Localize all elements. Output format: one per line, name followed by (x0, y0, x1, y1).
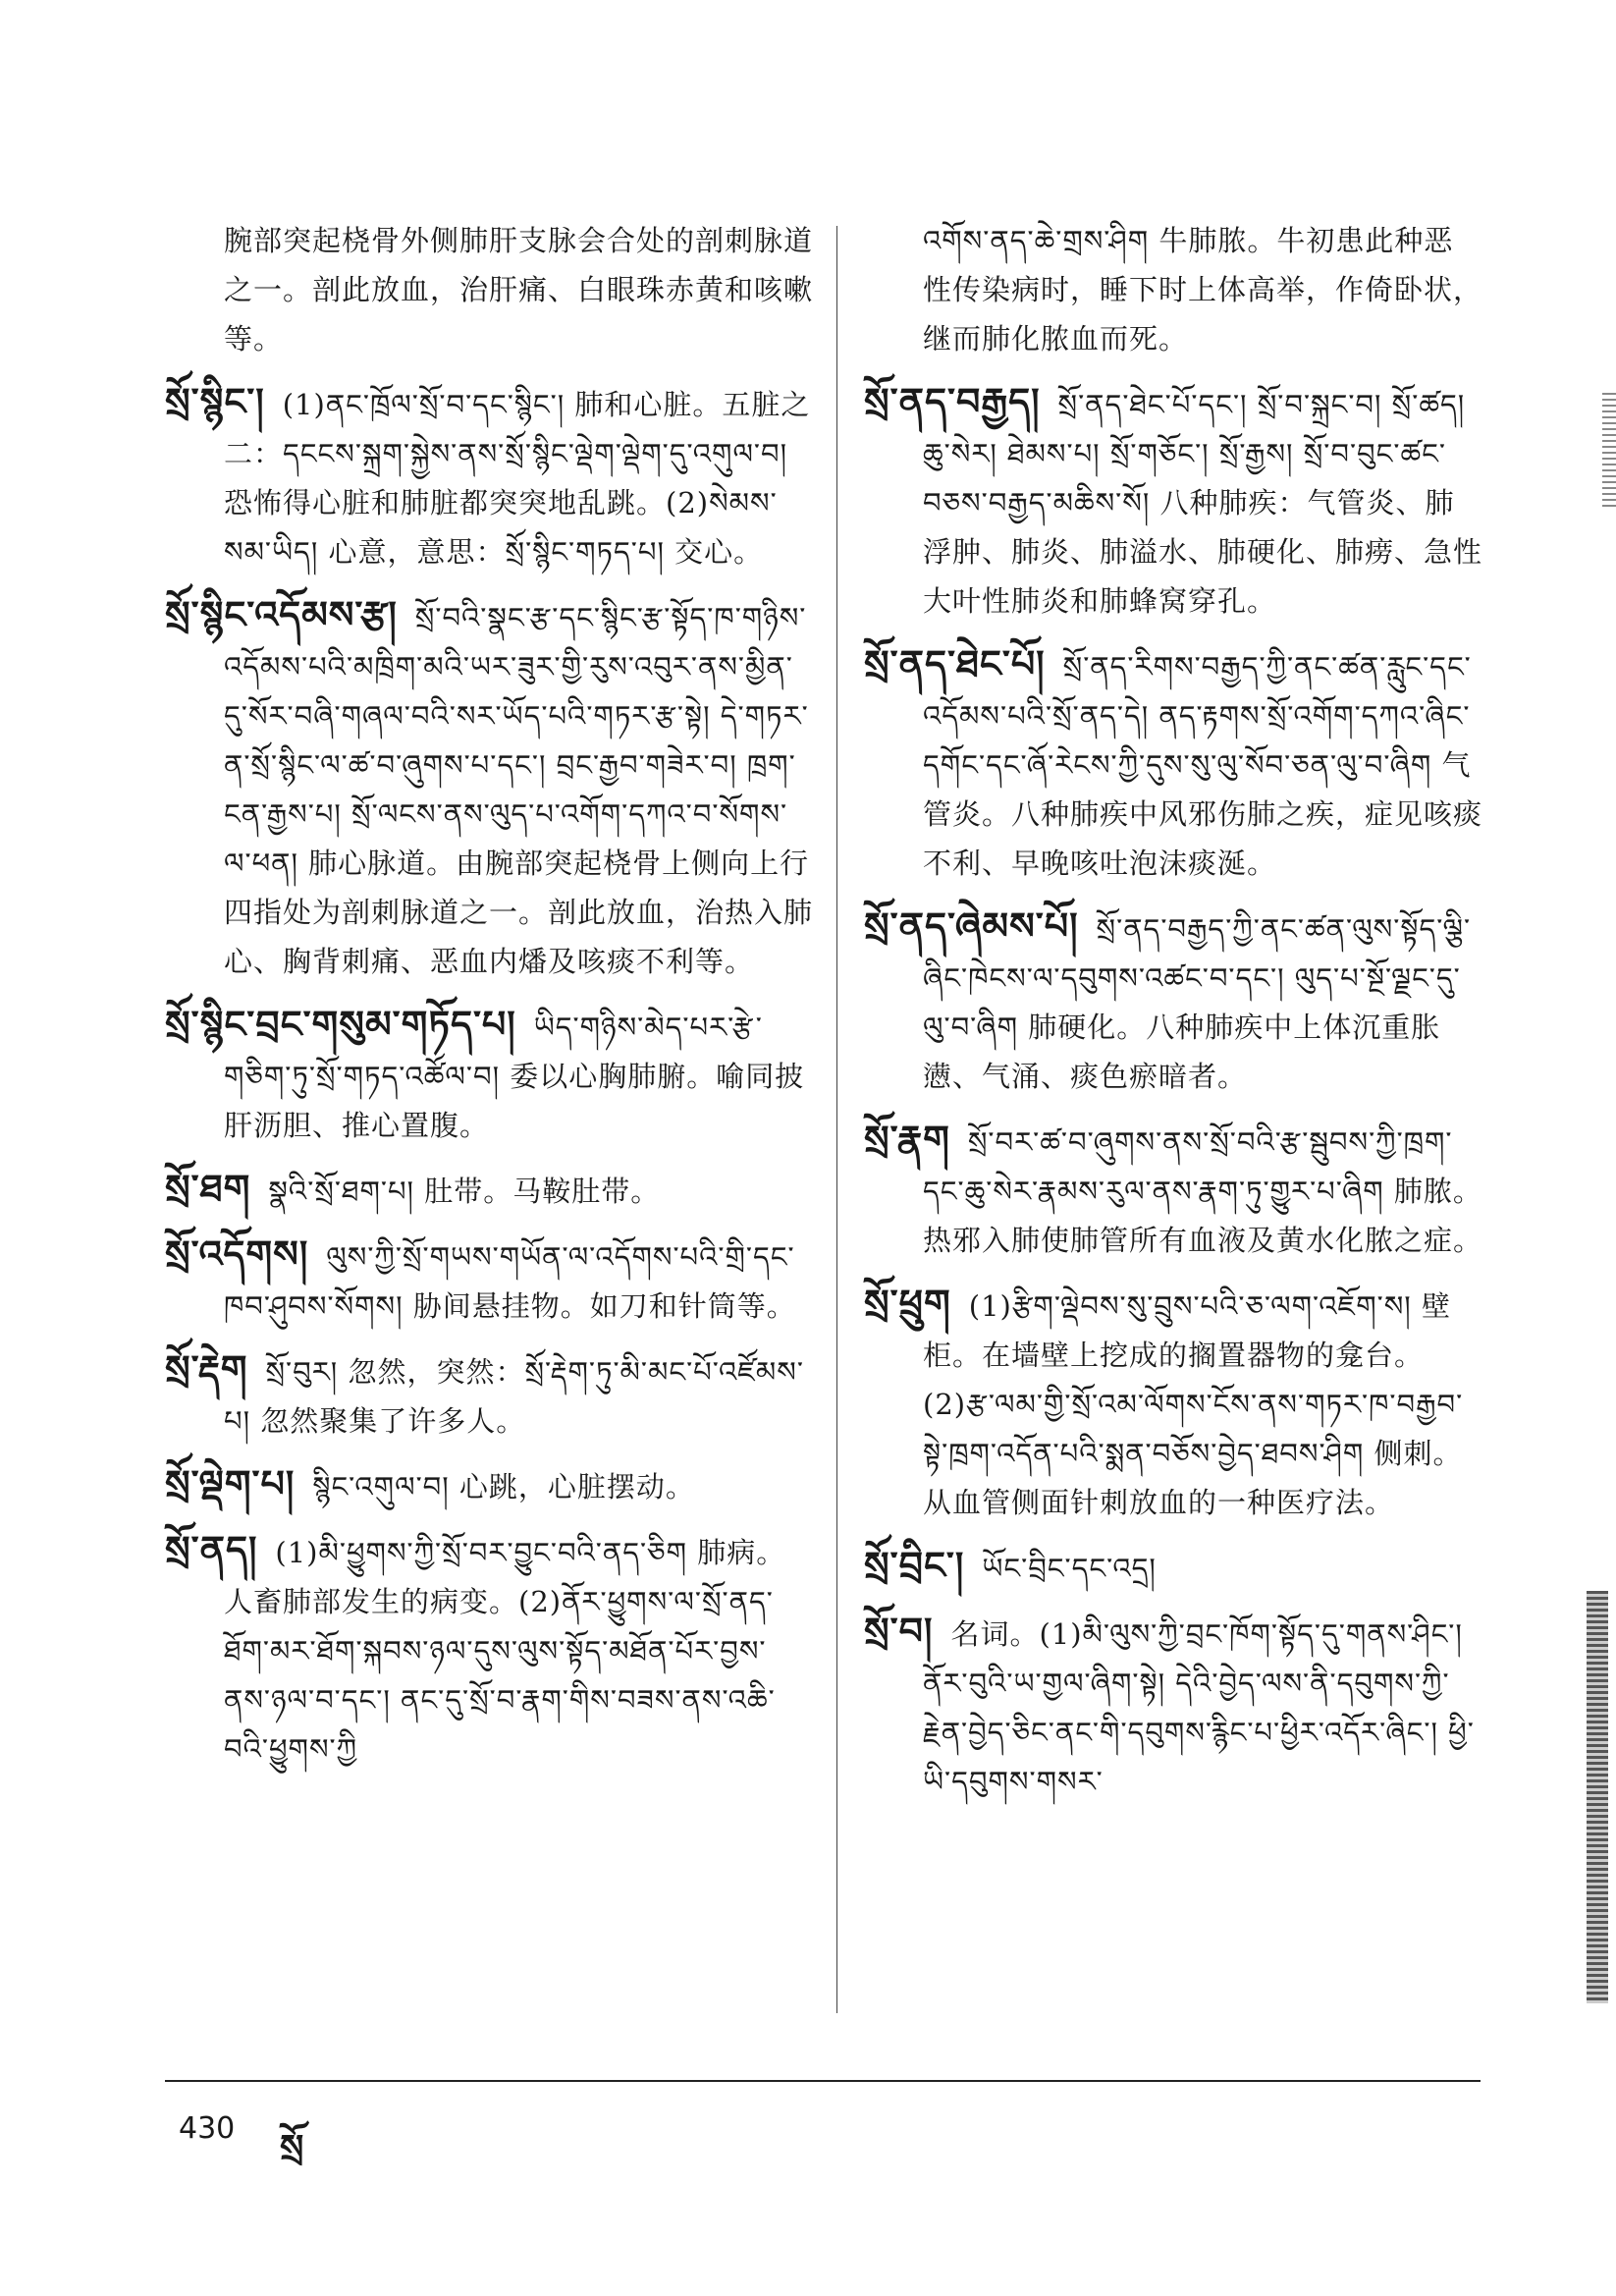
entry-definition: སྲོ་བའི་སྣང་རྩ་དང་སྙིང་རྩ་སྟོད་ཁ་གཉིས་འདོམས་པའི་མཁྲིག་མའི་ཡར་ཟུར་གྱི་རུས་འབུར་ནས་མྱིན་དུ་སོར་བཞི་གཞལ་བའི་སར་ཡོད་པའི་གཏར་རྩ་སྟེ། དེ་གཏར་ན་སྲོ་སྙིང་ལ་ཚ་བ་ཞུགས་པ་དང་། བྲང་རྒྱབ་གཟེར་བ། ཁྲག་ངན་རྒྱས་པ། སྲོ་ལངས་ནས་ལུད་པ་འགོག་དཀའ་བ་སོགས་ལ་ཕན། 肺心脉道。由腕部突起桡骨上侧向上行四指处为剖刺脉道之一。剖此放血，治热入肺心、胸背刺痛、恶血内燔及咳痰不利等。 (224, 601, 814, 978)
entry-headword: སྲོ་ཕྲུག (864, 1281, 951, 1325)
entry-headword: སྲོ་སྙིང་བྲང་གསུམ་གཏོད་པ། (165, 1002, 516, 1046)
entry-definition: སྲོ་ནད་བརྒྱད་ཀྱི་ནང་ཚན་ལུས་སྟོད་ལྕི་ཞིང་ཁེངས་ལ་དབུགས་འཚང་བ་དང་། ལུད་པ་སྔོ་ལྗང་དུ་ལུ་བ་ཞིག 肺硬化。八种肺疾中上体沉重胀懑、气涌、痰色瘀暗者。 (923, 912, 1472, 1093)
dictionary-entry (165, 1344, 813, 1446)
left-column (165, 216, 813, 1787)
entry-definition: འགོས་ནད་ཆེ་གྲས་ཤིག 牛肺脓。牛初患此种恶性传染病时，睡下时上体高举，作倚卧状，继而肺化脓血而死。 (923, 224, 1483, 355)
dictionary-entry (864, 1541, 1482, 1593)
entry-headword: སྲོ་ལྡེག་པ། (165, 1461, 296, 1505)
entry-headword: སྲོ་རྡེག (165, 1346, 248, 1391)
dictionary-entry (864, 1279, 1482, 1527)
entry-definition: 腕部突起桡骨外侧肺肝支脉会合处的剖刺脉道之一。剖此放血，治肝痛、白眼珠赤黄和咳嗽等。 (224, 224, 814, 355)
entry-definition: ཡོང་བྲིང་དང་འདྲ། (982, 1552, 1157, 1585)
dictionary-entry (165, 216, 813, 363)
entry-definition: (1)ནང་ཁྲོལ་སྲོ་བ་དང་སྙིང་། 肺和心脏。五脏之二：དངངས་སྐྲག་སྐྱེས་ནས་སྲོ་སྙིང་ལྡེག་ལྡེག་དུ་འགུལ་བ། 恐怖得心脏和肺脏都突突地乱跳。(2)སེམས་སམ་ཡིད། 心意，意思：སྲོ་སྙིང་གཏད་པ། 交心。 (224, 388, 811, 569)
dictionary-entry (864, 377, 1482, 626)
dictionary-entry (165, 1164, 813, 1216)
entry-headword: སྲོ་ནད་བརྒྱད། (864, 379, 1041, 423)
dictionary-entry (864, 1607, 1482, 1806)
dictionary-entry (165, 1230, 813, 1331)
entry-headword: སྲོ་ཐག (165, 1166, 251, 1210)
entry-definition: (1)རྩིག་ལྡེབས་སུ་བྲུས་པའི་ཅ་ལག་འཇོག་ས། 壁柜。在墙壁上挖成的搁置器物的龛台。(2)རྩ་ལམ་གྱི་སྲོ་འམ་ལོགས་ངོས་ནས་གཏར་ཁ་བརྒྱབ་སྟེ་ཁྲག་འདོན་པའི་སྨན་བཅོས་བྱེད་ཐབས་ཤིག 侧刺。从血管侧面针刺放血的一种医疗法。 (923, 1289, 1464, 1519)
entry-headword: སྲོ་ནད་ཐེང་པོ། (864, 641, 1046, 685)
entry-definition: ཡིད་གཉིས་མེད་པར་རྩེ་གཅིག་ཏུ་སྲོ་གཏད་འཚོལ་བ། 委以心胸肺腑。喻同披肝沥胆、推心置腹。 (224, 1011, 805, 1142)
dictionary-entry (864, 1115, 1482, 1265)
entry-definition: (1)མི་ཕྱུགས་ཀྱི་སྲོ་བར་བྱུང་བའི་ནད་ཅིག 肺病。人畜肺部发生的病变。(2)ནོར་ཕྱུགས་ལ་སྲོ་ནད་ཐོག་མར་ཐོག་སྐབས་ཉལ་དུས་ལུས་སྟོད་མཐོན་པོར་བྱས་ནས་ཉལ་བ་དང་། ནང་དུ་སྲོ་བ་རྣག་གིས་བཟས་ནས་འཆི་བའི་ཕྱུགས་ཀྱི (224, 1536, 786, 1766)
entry-headword: སྲོ་སྙིང་འདོམས་རྩ། (165, 592, 398, 636)
entry-headword: སྲོ་ནད་ཞེམས་པོ། (864, 903, 1079, 948)
entry-definition: སྲོ་ནད་ཐེང་པོ་དང་། སྲོ་བ་སྐྲང་བ། སྲོ་ཚད། ཆུ་སེར། ཐེམས་པ། སྲོ་གཅོང་། སྲོ་རྒྱས། སྲོ་བ་བུང་ཚང་བཅས་བརྒྱད་མཆིས་སོ། 八种肺疾：气管炎、肺浮肿、肺炎、肺溢水、肺硬化、肺痨、急性大叶性肺炎和肺蜂窝穿孔。 (923, 388, 1483, 618)
entry-definition: སྲོ་ནད་རིགས་བརྒྱད་ཀྱི་ནང་ཚན་རླུང་དང་འདོམས་པའི་སྲོ་ནད་དེ། ནད་རྟགས་སྲོ་འགོག་དཀའ་ཞིང་དགོང་དང་ཞོ་རེངས་ཀྱི་དུས་སུ་ལུ་སོབ་ཅན་ལུ་བ་ཞིག 气管炎。八种肺疾中风邪伤肺之疾，症见咳痰不利、早晚咳吐泡沫痰涎。 (923, 650, 1483, 880)
entry-headword: སྲོ་བྲིང་། (864, 1543, 965, 1587)
dictionary-entry (165, 1525, 813, 1774)
column-divider (836, 226, 837, 2013)
edge-thumb-index (1587, 1591, 1608, 2003)
entry-definition: སྣའི་སྲོ་ཐག་པ། 肚带。马鞍肚带。 (268, 1175, 661, 1208)
dictionary-entry (864, 639, 1482, 888)
dictionary-entry (864, 216, 1482, 363)
entry-headword: སྲོ་བ། (864, 1609, 934, 1653)
footer-rule (165, 2080, 1481, 2082)
entry-definition: སྲོ་བར་ཚ་བ་ཞུགས་ནས་སྲོ་བའི་རྩ་སྦུབས་ཀྱི་ཁྲག་དང་ཆུ་སེར་རྣམས་རུལ་ནས་རྣག་ཏུ་གྱུར་པ་ཞིག 肺脓。热邪入肺使肺管所有血液及黄水化脓之症。 (923, 1125, 1483, 1257)
entry-definition: ལུས་ཀྱི་སྲོ་གཡས་གཡོན་ལ་འདོགས་པའི་གྲི་དང་ཁབ་ཤུབས་སོགས། 胁间悬挂物。如刀和针筒等。 (224, 1240, 796, 1323)
entry-headword: སྲོ་ནད། (165, 1527, 258, 1571)
running-head: སྲོ (280, 2127, 304, 2168)
dictionary-entry (165, 590, 813, 986)
entry-headword: སྲོ་འདོགས། (165, 1231, 309, 1276)
dictionary-entry (165, 1000, 813, 1150)
dictionary-entry (864, 902, 1482, 1101)
dictionary-entry (165, 1459, 813, 1511)
right-column (864, 216, 1482, 1820)
entry-definition: སྙིང་འགུལ་བ། 心跳，心脏摆动。 (312, 1470, 695, 1503)
page-number: 430 (179, 2111, 236, 2146)
entry-definition: སྲོ་བུར། 忽然，突然：སྲོ་རྡེག་ཏུ་མི་མང་པོ་འཛོམས་པ། 忽然聚集了许多人。 (224, 1355, 804, 1438)
entry-definition: 名词。(1)མི་ལུས་ཀྱི་བྲང་ཁོག་སྟོད་དུ་གནས་ཤིང་། ནོར་བུའི་ཡ་གྱལ་ཞིག་སྟེ། དེའི་བྱེད་ལས་ནི་དབུགས་ཀྱི་རྗེན་བྱེད་ཅིང་ནང་གི་དབུགས་རྙིང་པ་ཕྱིར་འདོར་ཞིང་། ཕྱི་ཡི་དབུགས་གསར་ (923, 1617, 1475, 1798)
edge-scan-marks (1602, 393, 1616, 511)
dictionary-entry (165, 377, 813, 576)
entry-headword: སྲོ་རྣག (864, 1117, 950, 1161)
entry-headword: སྲོ་སྙིང་། (165, 379, 265, 423)
